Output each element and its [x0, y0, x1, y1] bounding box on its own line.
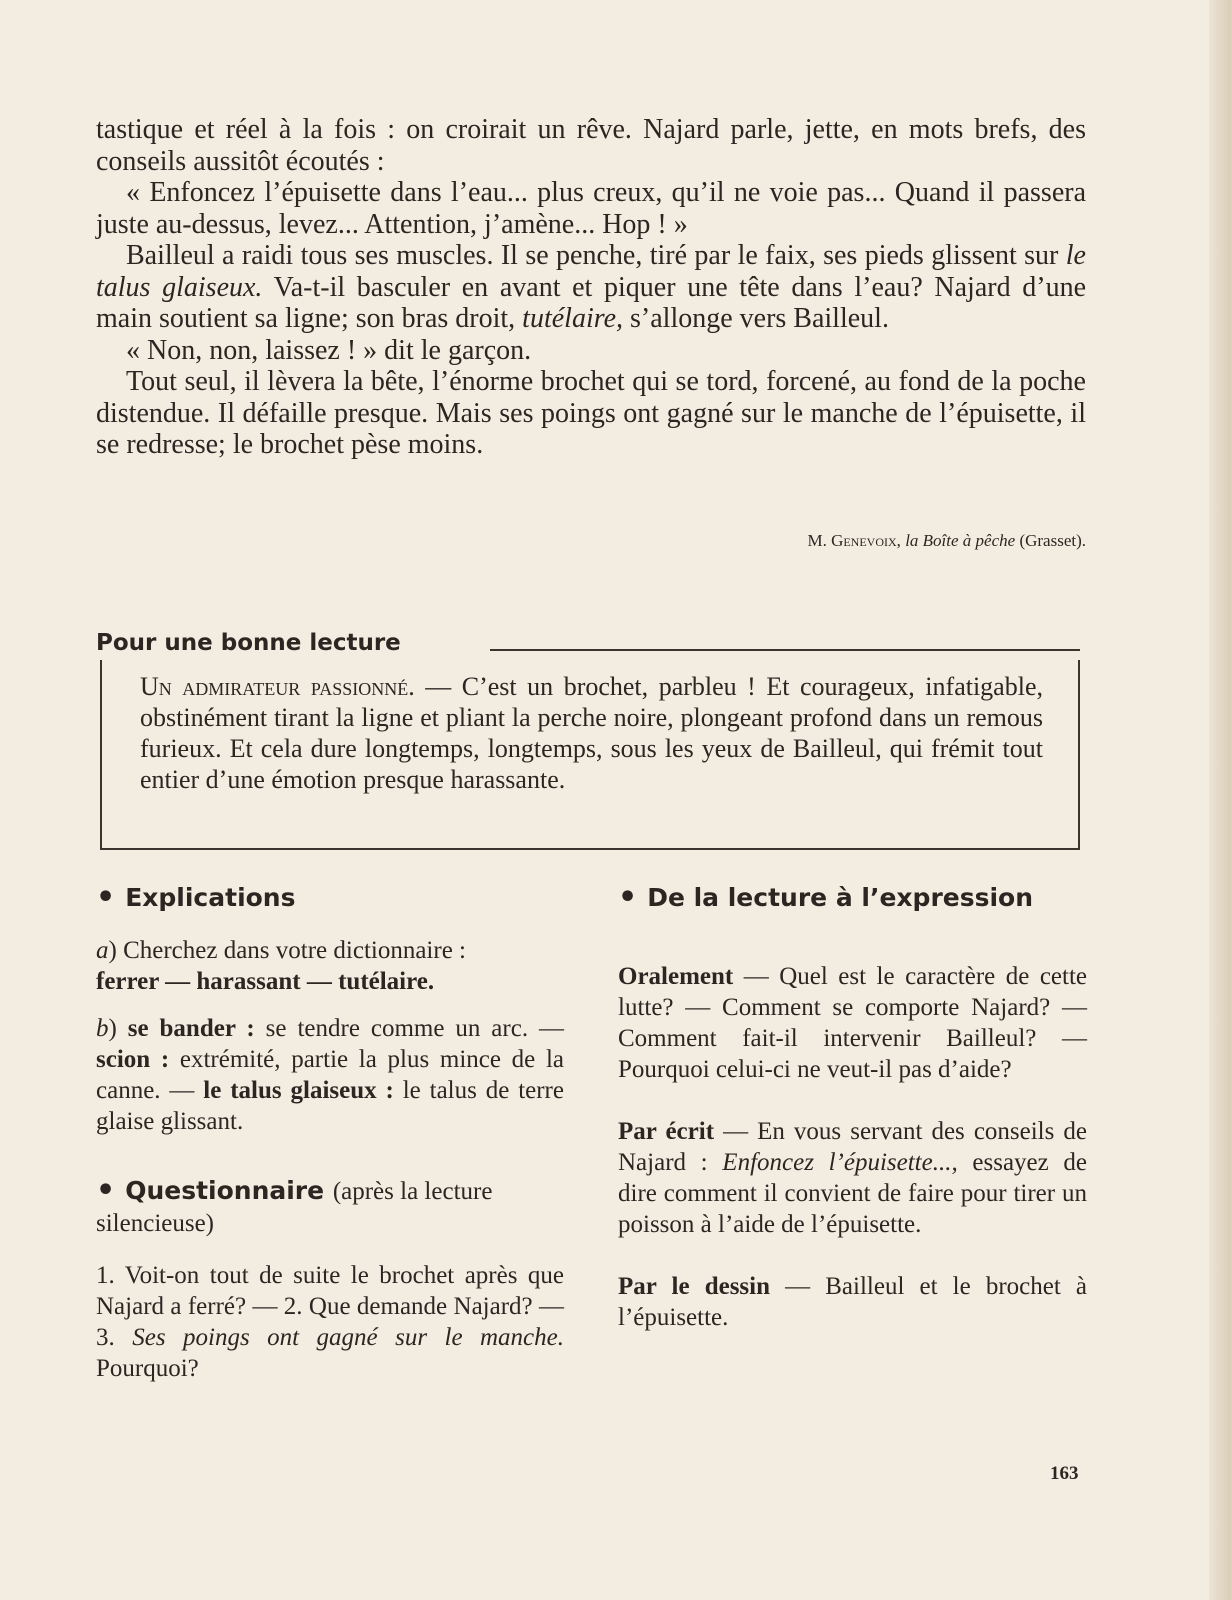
par-ecrit-item	[618, 1116, 1087, 1240]
oralement-item	[618, 961, 1087, 1085]
author-name: Genevoix,	[831, 531, 901, 550]
par-ecrit-text: essayez de dire comment il convient de faire pour tirer un poisson à l’aide de l’épuisette.	[618, 1149, 1087, 1238]
passage-italic: tutélaire,	[522, 303, 624, 334]
term: le talus glaiseux :	[203, 1077, 394, 1104]
oralement-label: Oralement	[618, 963, 734, 990]
bonne-lecture-title: Pour une bonne lecture	[96, 630, 413, 656]
explication-text: ) Cherchez dans votre dictionnaire :	[108, 937, 466, 964]
questionnaire-heading	[96, 1173, 564, 1238]
questionnaire-subtitle: (après la lecture silencieuse)	[96, 1178, 493, 1237]
explications-title: Explications	[125, 883, 296, 912]
explication-a	[96, 935, 564, 997]
par-le-dessin-label: Par le dessin	[618, 1273, 770, 1300]
bonne-lecture-text	[140, 671, 1043, 795]
term: se bander :	[127, 1015, 255, 1042]
page-number: 163	[1050, 1463, 1079, 1484]
explications-heading	[96, 880, 564, 915]
divider	[490, 649, 1080, 651]
reading-passage	[96, 114, 1086, 461]
book-title: la Boîte à pêche	[905, 531, 1016, 550]
par-le-dessin-text: — Bailleul et le brochet à l’épuisette.	[618, 1273, 1087, 1331]
term: scion :	[96, 1046, 170, 1073]
passage-paragraph: Tout seul, il lèvera la bête, l’énorme brochet qui se tord, forcené, au fond de la poche distendue. Il défaille presque. Mais ses poings ont gagné sur le manche de l’épuisette, il se redresse; le brochet pèse moins.	[96, 366, 1086, 460]
bullet-icon: •	[96, 1173, 116, 1208]
bonne-lecture-body: — C’est un brochet, parbleu ! Et courageux, infatigable, obstinément tirant la ligne et pliant la perche noire, plongeant profond dans un remous furieux. Et cela dure longtemps, longtemps, sous les yeux de Bailleul, qui frémit tout entier d’une émotion presque harassante.	[140, 672, 1043, 794]
bullet-icon: •	[618, 880, 638, 915]
bullet-icon: •	[96, 880, 116, 915]
par-ecrit-label: Par écrit	[618, 1118, 715, 1145]
author-initial: M.	[807, 531, 832, 550]
definition: se tendre comme un arc. —	[254, 1015, 565, 1042]
par-le-dessin-item	[618, 1271, 1087, 1333]
par-ecrit-text: — En vous servant des conseils de Najard :	[618, 1118, 1088, 1176]
definition: extrémité, partie la plus mince de la canne. —	[96, 1046, 564, 1104]
questionnaire-text	[96, 1260, 564, 1384]
question-text: 1. Voit-on tout de suite le brochet après que Najard a ferré? — 2. Que demande Najard? — 3.	[96, 1262, 564, 1351]
bonne-lecture-lead: Un admirateur passionné.	[140, 672, 415, 701]
question-text: Pourquoi?	[96, 1355, 199, 1382]
passage-text: Bailleul a raidi tous ses muscles. Il se penche, tiré par le faix, ses pieds glissent sur	[126, 240, 1066, 271]
explication-b: b) se bander : se tendre comme un arc. — scion : extrémité, partie la plus mince de la canne. — le talus glaiseux : le talus de terre glaise glissant.	[96, 1015, 565, 1135]
definition: le talus de terre glaise glissant.	[96, 1077, 564, 1135]
passage-text: Va-t-il basculer en avant et piquer une tête dans l’eau? Najard d’une main soutient sa ligne; son bras droit,	[96, 271, 1087, 334]
passage-text: s’allonge vers Bailleul.	[623, 303, 889, 334]
oralement-text: — Quel est le caractère de cette lutte? — Comment se comporte Najard? — Comment fait-il intervenir Bailleul? — Pourquoi celui-ci ne veut-il pas d’aide?	[618, 963, 1087, 1083]
item-label: a	[96, 937, 109, 964]
passage-italic: le talus glaiseux.	[96, 240, 1086, 303]
questionnaire-title: Questionnaire	[125, 1176, 325, 1205]
expression-title: De la lecture à l’expression	[647, 883, 1034, 912]
passage-paragraph: tastique et réel à la fois : on croirait un rêve. Najard parle, jette, en mots brefs, des conseils aussitôt écoutés :	[96, 114, 1086, 177]
source-citation	[807, 531, 1086, 551]
publisher: (Grasset).	[1015, 531, 1086, 550]
passage-paragraph	[96, 240, 1086, 335]
explication-words: ferrer — harassant — tutélaire.	[96, 968, 435, 995]
left-column	[96, 880, 564, 1384]
page-edge	[1209, 0, 1231, 1600]
passage-paragraph: « Non, non, laissez ! » dit le garçon.	[126, 334, 532, 366]
question-italic: Ses poings ont gagné sur le manche.	[132, 1324, 565, 1351]
item-label: b	[96, 1015, 109, 1042]
par-ecrit-italic: Enfoncez l’épuisette...,	[722, 1149, 958, 1176]
right-column	[618, 880, 1087, 1333]
passage-paragraph: « Enfoncez l’épuisette dans l’eau... plus creux, qu’il ne voie pas... Quand il passera juste au-dessus, levez... Attention, j’amène... Hop ! »	[96, 177, 1086, 240]
expression-heading	[618, 880, 1087, 915]
